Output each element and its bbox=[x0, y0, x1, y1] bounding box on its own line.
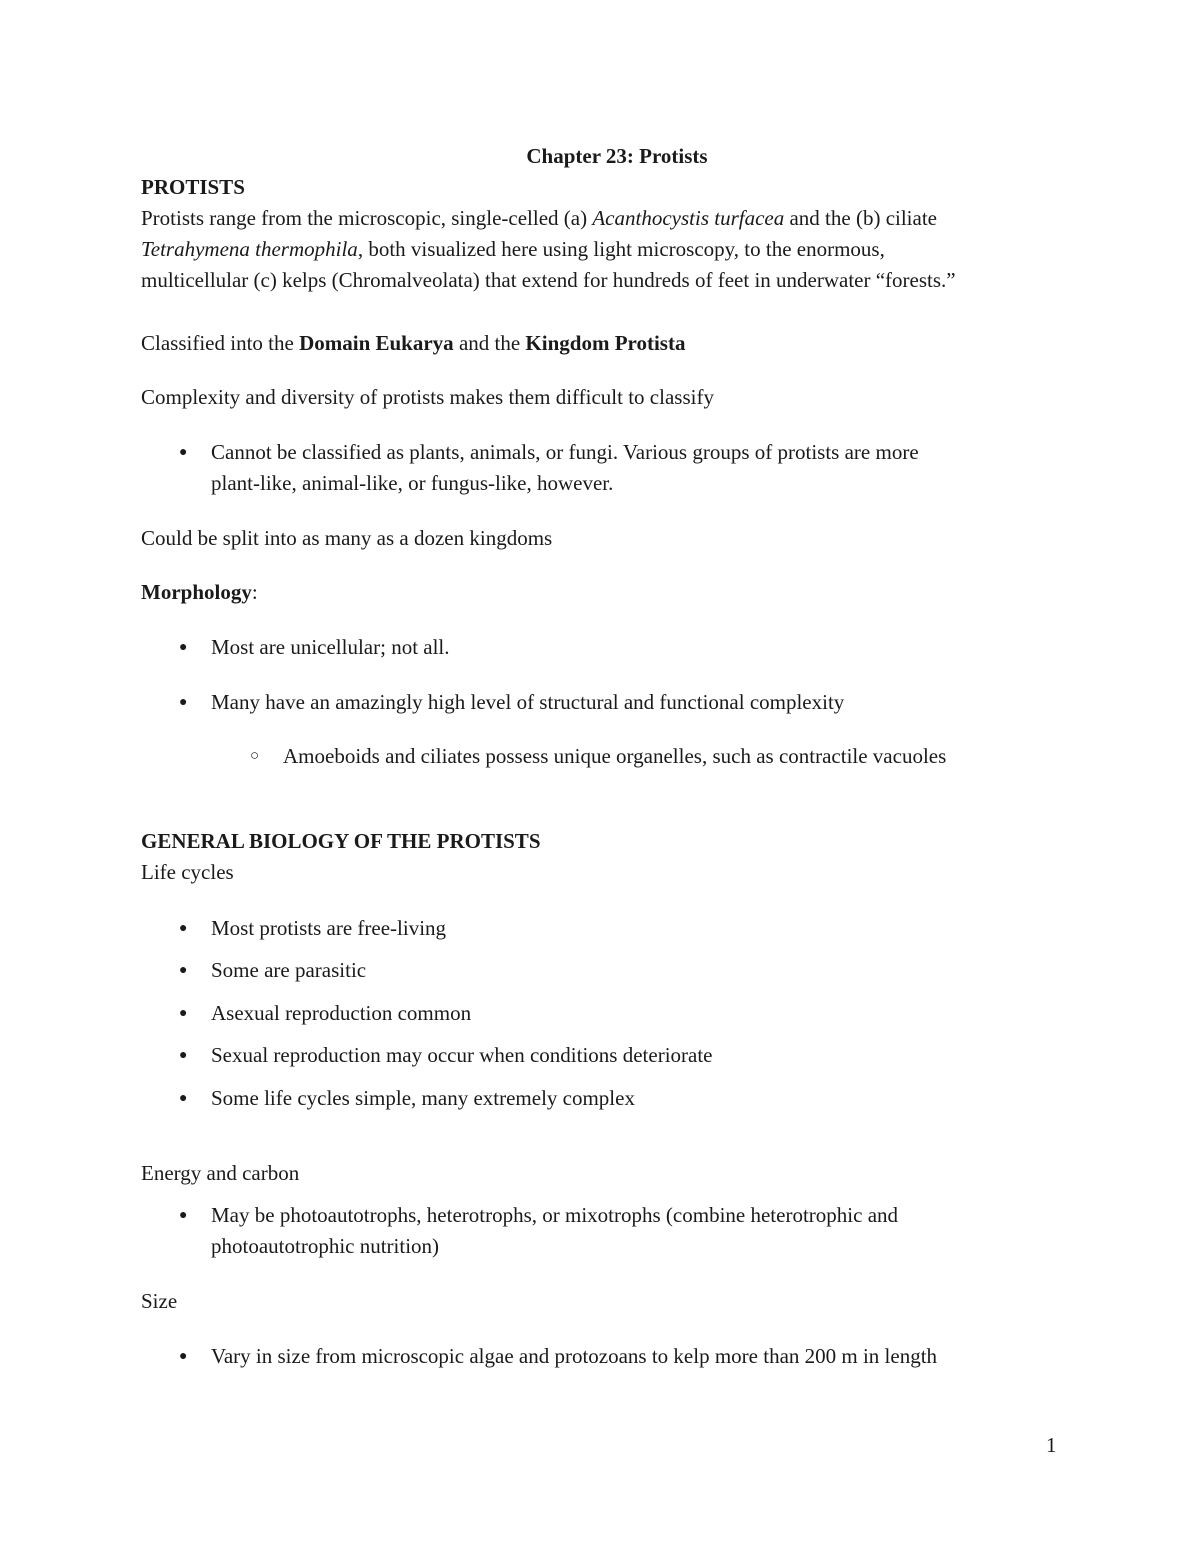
classification-text: Classified into the bbox=[141, 331, 300, 355]
bullet-icon: ● bbox=[179, 1048, 188, 1063]
intro-line-1 bbox=[141, 203, 937, 234]
list-item: Some life cycles simple, many extremely complex bbox=[211, 1086, 635, 1110]
species-name: Tetrahymena thermophila bbox=[141, 237, 358, 261]
complexity-paragraph: Complexity and diversity of protists makes them difficult to classify bbox=[141, 385, 714, 409]
list-item: Many have an amazingly high level of structural and functional complexity bbox=[211, 690, 845, 714]
sub-list-item: Amoeboids and ciliates possess unique organelles, such as contractile vacuoles bbox=[283, 744, 947, 768]
intro-text: , both visualized here using light microscopy, to the enormous, bbox=[357, 237, 885, 261]
split-paragraph: Could be split into as many as a dozen kingdoms bbox=[141, 526, 553, 550]
bullet-icon: ● bbox=[179, 695, 188, 710]
list-item: Most are unicellular; not all. bbox=[211, 635, 450, 659]
morphology-colon: : bbox=[251, 580, 258, 604]
list-item: Cannot be classified as plants, animals, or fungi. Various groups of protists are more bbox=[211, 440, 919, 464]
intro-text: Protists range from the microscopic, single-celled (a) bbox=[141, 206, 593, 230]
bullet-icon: ● bbox=[179, 963, 188, 978]
subheading-life-cycles: Life cycles bbox=[141, 860, 234, 884]
list-item: Sexual reproduction may occur when conditions deteriorate bbox=[211, 1043, 713, 1067]
morphology-heading bbox=[141, 577, 258, 608]
subheading-size: Size bbox=[141, 1289, 178, 1313]
list-item: Most protists are free-living bbox=[211, 916, 447, 940]
list-item: Asexual reproduction common bbox=[211, 1001, 472, 1025]
intro-line-3: multicellular (c) kelps (Chromalveolata) that extend for hundreds of feet in underwater “forests.” bbox=[141, 268, 956, 292]
section-heading-protists: PROTISTS bbox=[141, 175, 245, 199]
intro-line-2 bbox=[141, 234, 885, 265]
subheading-energy: Energy and carbon bbox=[141, 1161, 300, 1185]
bullet-icon: ● bbox=[179, 1349, 188, 1364]
classification-paragraph bbox=[141, 328, 685, 359]
intro-text: and the (b) ciliate bbox=[784, 206, 937, 230]
bullet-icon: ● bbox=[179, 640, 188, 655]
list-item-continuation: photoautotrophic nutrition) bbox=[211, 1234, 440, 1258]
list-item-continuation: plant-like, animal-like, or fungus-like, however. bbox=[211, 471, 614, 495]
sub-bullet-icon: ○ bbox=[250, 748, 260, 764]
list-item: Some are parasitic bbox=[211, 958, 367, 982]
species-name: Acanthocystis turfacea bbox=[592, 206, 785, 230]
page-title: Chapter 23: Protists bbox=[526, 144, 708, 168]
classification-text: and the bbox=[453, 331, 526, 355]
morphology-label: Morphology bbox=[141, 580, 252, 604]
bullet-icon: ● bbox=[179, 1091, 188, 1106]
bullet-icon: ● bbox=[179, 1006, 188, 1021]
kingdom-term: Kingdom Protista bbox=[525, 331, 686, 355]
list-item: Vary in size from microscopic algae and protozoans to kelp more than 200 m in length bbox=[211, 1344, 938, 1368]
list-item: May be photoautotrophs, heterotrophs, or mixotrophs (combine heterotrophic and bbox=[211, 1203, 899, 1227]
section-heading-general-biology: GENERAL BIOLOGY OF THE PROTISTS bbox=[141, 829, 541, 853]
bullet-icon: ● bbox=[179, 1208, 188, 1223]
bullet-icon: ● bbox=[179, 921, 188, 936]
bullet-icon: ● bbox=[179, 445, 188, 460]
domain-term: Domain Eukarya bbox=[299, 331, 454, 355]
page-number: 1 bbox=[1046, 1433, 1057, 1457]
